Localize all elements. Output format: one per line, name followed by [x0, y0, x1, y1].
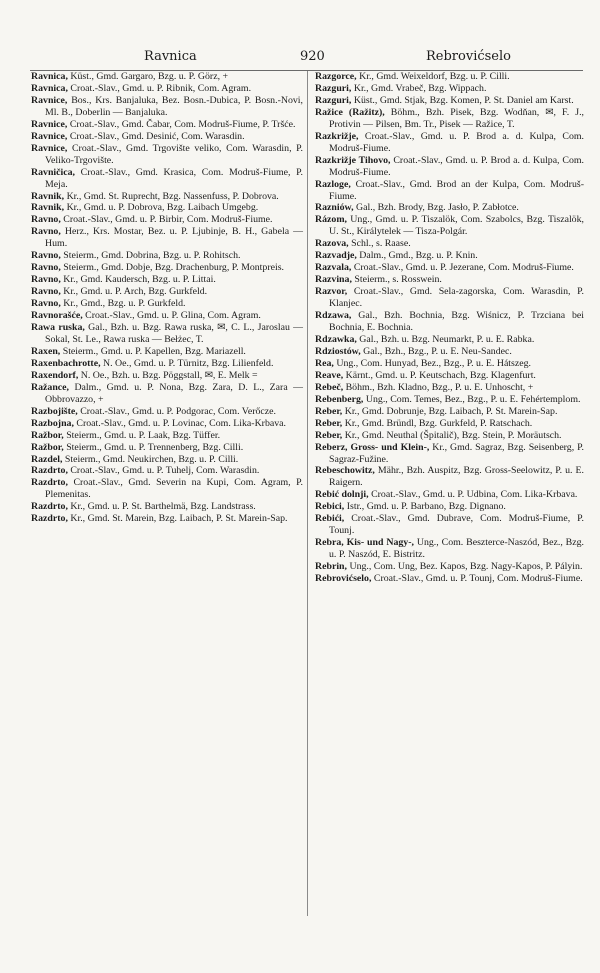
- entry-details: Kr., Gmd. Sagraz, Bzg. Seisenberg, P. Sagraz-Fužine.: [329, 441, 584, 465]
- gazetteer-entry: [315, 95, 584, 107]
- gazetteer-entry: [31, 298, 303, 310]
- gazetteer-entry: [31, 310, 303, 322]
- page-number: 920: [300, 49, 325, 64]
- place-name: Razkrižje,: [315, 130, 359, 142]
- gazetteer-entry: [315, 442, 584, 466]
- gazetteer-entry: [315, 573, 584, 585]
- place-name: Rebra, Kis- und Nagy-,: [315, 537, 414, 549]
- place-name: Reave,: [315, 369, 344, 381]
- entry-details: Kr., Gmd. u. P. Arch, Bzg. Gurkfeld.: [60, 286, 208, 298]
- entry-details: Steierm., Gmd. Neukirchen, Bzg. u. P. Cilli.: [62, 453, 239, 465]
- place-name: Ravno,: [31, 274, 61, 286]
- gazetteer-entry: [31, 131, 303, 143]
- entry-details: Croat.-Slav., Gmd. u. P. Podgorac, Com. Verőcze.: [77, 405, 276, 417]
- gazetteer-entry: [315, 358, 584, 370]
- gazetteer-entry: [31, 250, 303, 262]
- entry-details: Gal., Bzh. u. Bzg. Neumarkt, P. u. E. Rabka.: [356, 333, 535, 345]
- entry-details: Croat.-Slav., Gmd. u. P. Glina, Com. Agram.: [82, 310, 261, 322]
- place-name: Ravnice,: [31, 118, 68, 130]
- gazetteer-entry: [31, 202, 303, 214]
- entry-details: Steierm., s. Rosswein.: [351, 274, 442, 286]
- gazetteer-entry: [31, 418, 303, 430]
- gazetteer-entry: [31, 286, 303, 298]
- gazetteer-entry: [31, 71, 303, 83]
- gazetteer-entry: [31, 442, 303, 454]
- place-name: Raxenbachrotte,: [31, 357, 101, 369]
- entry-details: Kr., Gmd. Neuthal (Špitalič), Bzg. Stein, P. Moräutsch.: [342, 429, 562, 441]
- gazetteer-entry: [315, 202, 584, 214]
- entry-details: Croat.-Slav., Gmd. u. P. Ribnik, Com. Agram.: [67, 82, 252, 94]
- gazetteer-entry: [31, 465, 303, 477]
- entry-details: Dalm., Gmd. u. P. Nona, Bzg. Zara, D. L., Zara — Obbrovazzo, +: [45, 381, 303, 405]
- entry-details: Croat.-Slav., Gmd. u. P. Udbina, Com. Lika-Krbava.: [368, 489, 578, 501]
- entry-details: Croat.-Slav., Gmd. Dubrave, Com. Modruš-Fiume, P. Tounj.: [329, 513, 584, 537]
- place-name: Razbojište,: [31, 405, 78, 417]
- place-name: Rebenberg,: [315, 393, 364, 405]
- place-name: Ravno,: [31, 214, 61, 226]
- entry-details: Croat.-Slav., Gmd. Sela-zagorska, Com. Warasdin, P. Klanjec.: [329, 286, 584, 310]
- place-name: Rdziostów,: [315, 345, 361, 357]
- entry-details: Kr., Gmd. Weixeldorf, Bzg. u. P. Cilli.: [356, 71, 510, 82]
- place-name: Razvina,: [315, 274, 352, 286]
- entry-details: Kr., Gmd. St. Ruprecht, Bzg. Nassenfuss, P. Dobrova.: [64, 190, 279, 202]
- entry-details: Steierm., Gmd. u. P. Kapellen, Bzg. Mariazell.: [60, 345, 246, 357]
- entry-details: Gal., Bzh. Bochnia, Bzg. Wiśnicz, P. Trzciana bei Bochnia, E. Bochnia.: [329, 310, 584, 334]
- entry-details: Kr., Gmd., Bzg. u. P. Gurkfeld.: [60, 298, 186, 310]
- entry-details: Kr., Gmd. St. Marein, Bzg. Laibach, P. St. Marein-Sap.: [67, 513, 288, 525]
- place-name: Ravno,: [31, 226, 61, 238]
- header-right-word: Rebrovićselo: [426, 49, 511, 64]
- entry-details: Kr., Gmd. Dobrunje, Bzg. Laibach, P. St. Marein-Sap.: [342, 405, 558, 417]
- gazetteer-entry: [31, 83, 303, 95]
- place-name: Rebeschowitz,: [315, 465, 375, 477]
- gazetteer-entry: [31, 214, 303, 226]
- place-name: Reber,: [315, 429, 343, 441]
- entry-details: Croat.-Slav., Gmd. Trgovište veliko, Com. Warasdin, P. Veliko-Trgovište.: [45, 142, 303, 166]
- place-name: Rawa ruska,: [31, 322, 85, 334]
- place-name: Razkrižje Tihovo,: [315, 154, 391, 166]
- place-name: Ravnik,: [31, 190, 65, 202]
- place-name: Razguri,: [315, 94, 352, 106]
- gazetteer-entry: [31, 358, 303, 370]
- gazetteer-entry: [315, 430, 584, 442]
- entry-details: Istr., Gmd. u. P. Barbano, Bzg. Dignano.: [344, 501, 506, 513]
- place-name: Raxendorf,: [31, 369, 79, 381]
- place-name: Razova,: [315, 238, 349, 250]
- entry-details: Dalm., Gmd., Bzg. u. P. Knin.: [356, 250, 478, 262]
- place-name: Rdzawka,: [315, 333, 357, 345]
- entry-details: Steierm., Gmd. u. P. Laak, Bzg. Tüffer.: [63, 429, 221, 441]
- entry-details: Croat.-Slav., Gmd. u. P. Brod a. d. Kulpa, Com. Modruš-Fiume.: [329, 130, 584, 154]
- entry-details: Steierm., Gmd. Dobje, Bzg. Drachenburg, P. Montpreis.: [60, 262, 284, 274]
- entry-details: Steierm., Gmd. u. P. Trennenberg, Bzg. Cilli.: [63, 441, 244, 453]
- gazetteer-entry: [315, 250, 584, 262]
- gazetteer-entry: [315, 346, 584, 358]
- entry-details: Croat.-Slav., Gmd. u. P. Tuhelj, Com. Warasdin.: [67, 465, 260, 477]
- place-name: Ravnik,: [31, 202, 65, 214]
- entry-details: Bos., Krs. Banjaluka, Bez. Bosn.-Dubica, P. Bosn.-Novi, Ml. B., Doberlin — Banjaluka.: [45, 94, 303, 118]
- gazetteer-entry: [315, 238, 584, 250]
- place-name: Razbojna,: [31, 417, 74, 429]
- gazetteer-entry: [31, 95, 303, 119]
- gazetteer-entry: [315, 214, 584, 238]
- place-name: Rebeč,: [315, 381, 344, 393]
- entry-details: Croat.-Slav., Gmd. Desinić, Com. Warasdin.: [67, 130, 245, 142]
- left-column: [31, 71, 303, 525]
- gazetteer-entry: [31, 406, 303, 418]
- gazetteer-entry: [31, 370, 303, 382]
- entry-details: N. Oe., Gmd. u. P. Türnitz, Bzg. Lilienfeld.: [100, 357, 274, 369]
- entry-details: Ung., Com. Hunyad, Bez., Bzg., P. u. E. Hátszeg.: [333, 357, 531, 369]
- gazetteer-entry: [315, 274, 584, 286]
- gazetteer-entry: [315, 71, 584, 83]
- place-name: Rebrin,: [315, 561, 347, 573]
- entry-details: N. Oe., Bzh. u. Bzg. Pöggstall, ✉, E. Melk =: [78, 369, 258, 381]
- gazetteer-entry: [315, 513, 584, 537]
- entry-details: Mähr., Bzh. Auspitz, Bzg. Gross-Seelowitz, P. u. E. Raigern.: [329, 465, 584, 489]
- gazetteer-entry: [315, 155, 584, 179]
- place-name: Rázom,: [315, 214, 347, 226]
- place-name: Razdrto,: [31, 477, 68, 489]
- place-name: Reber,: [315, 405, 343, 417]
- entry-details: Ung., Com. Ung, Bez. Kapos, Bzg. Nagy-Kapos, P. Pályin.: [347, 561, 583, 573]
- header-left-word: Ravnica: [144, 49, 197, 64]
- place-name: Ražice (Ražitz),: [315, 106, 385, 118]
- place-name: Ravnice,: [31, 130, 68, 142]
- entry-details: Steierm., Gmd. Dobrina, Bzg. u. P. Rohitsch.: [60, 250, 241, 262]
- gazetteer-entry: [315, 537, 584, 561]
- entry-details: Küst., Gmd. Stjak, Bzg. Komen, P. St. Daniel am Karst.: [351, 94, 574, 106]
- gazetteer-entry: [31, 191, 303, 203]
- place-name: Ravno,: [31, 298, 61, 310]
- gazetteer-entry: [31, 119, 303, 131]
- gazetteer-entry: [31, 167, 303, 191]
- place-name: Razniów,: [315, 202, 354, 214]
- place-name: Razvor,: [315, 286, 348, 298]
- place-name: Rdzawa,: [315, 310, 352, 322]
- entry-details: Croat.-Slav., Gmd. u. P. Tounj, Com. Modruš-Fiume.: [371, 573, 583, 585]
- entry-details: Ung., Com. Beszterce-Naszód, Bez., Bzg. u. P. Naszód, E. Bistritz.: [329, 537, 584, 561]
- gazetteer-entry: [31, 513, 303, 525]
- gazetteer-entry: [315, 465, 584, 489]
- place-name: Ražbor,: [31, 441, 64, 453]
- entry-details: Schl., s. Raase.: [348, 238, 411, 250]
- entry-details: Croat.-Slav., Gmd. Čabar, Com. Modruš-Fiume, P. Tršće.: [67, 118, 296, 130]
- place-name: Ravno,: [31, 286, 61, 298]
- place-name: Ražbor,: [31, 429, 64, 441]
- gazetteer-entry: [315, 561, 584, 573]
- entry-details: Küst., Gmd. Gargaro, Bzg. u. P. Görz, +: [67, 71, 229, 82]
- place-name: Rebici,: [315, 501, 345, 513]
- place-name: Razvadje,: [315, 250, 357, 262]
- entry-details: Croat.-Slav., Gmd. u. P. Brod a. d. Kulpa, Com. Modruš-Fiume.: [329, 154, 584, 178]
- place-name: Ravno,: [31, 250, 61, 262]
- gazetteer-entry: [315, 489, 584, 501]
- entry-details: Kärnt., Gmd. u. P. Keutschach, Bzg. Klagenfurt.: [343, 369, 536, 381]
- place-name: Rebići,: [315, 513, 345, 525]
- entry-details: Kr., Gmd. u. P. St. Barthelmä, Bzg. Landstrass.: [67, 501, 256, 513]
- place-name: Rea,: [315, 357, 334, 369]
- gazetteer-entry: [315, 501, 584, 513]
- place-name: Ravno,: [31, 262, 61, 274]
- entry-details: Böhm., Bzh. Pisek, Bzg. Wodňan, ✉, F. J., Protivin — Pilsen, Bm. Tr., Pisek — Ražice, T.: [329, 106, 584, 130]
- gazetteer-entry: [315, 131, 584, 155]
- place-name: Razdrto,: [31, 501, 68, 513]
- gazetteer-entry: [31, 226, 303, 250]
- place-name: Rebrovićselo,: [315, 573, 372, 585]
- gazetteer-entry: [315, 286, 584, 310]
- place-name: Ražance,: [31, 381, 69, 393]
- entry-details: Kr., Gmd. Bründl, Bzg. Gurkfeld, P. Ratschach.: [342, 417, 533, 429]
- gazetteer-entry: [315, 334, 584, 346]
- gazetteer-entry: [31, 262, 303, 274]
- entry-details: Croat.-Slav., Gmd. u. P. Birbir, Com. Modruš-Fiume.: [60, 214, 273, 226]
- gazetteer-entry: [315, 418, 584, 430]
- place-name: Razdrto,: [31, 465, 68, 477]
- gazetteer-entry: [31, 346, 303, 358]
- gazetteer-entry: [31, 274, 303, 286]
- gazetteer-entry: [31, 430, 303, 442]
- gazetteer-entry: [315, 382, 584, 394]
- entry-details: Ung., Com. Temes, Bez., Bzg., P. u. E. Fehértemplom.: [363, 393, 581, 405]
- gazetteer-entry: [315, 406, 584, 418]
- entry-details: Herz., Krs. Mostar, Bez. u. P. Ljubinje, B. H., Gabela — Hum.: [45, 226, 303, 250]
- entry-details: Gal., Bzh., Bzg., P. u. E. Neu-Sandec.: [360, 345, 512, 357]
- place-name: Razvala,: [315, 262, 352, 274]
- gazetteer-entry: [315, 83, 584, 95]
- place-name: Ravnica,: [31, 82, 68, 94]
- gazetteer-entry: [31, 382, 303, 406]
- entry-details: Croat.-Slav., Gmd. u. P. Lovinac, Com. Lika-Krbava.: [73, 417, 286, 429]
- place-name: Reber,: [315, 417, 343, 429]
- gazetteer-entry: [31, 322, 303, 346]
- place-name: Raxen,: [31, 345, 61, 357]
- place-name: Ravnica,: [31, 71, 68, 82]
- entry-details: Gal., Bzh. Brody, Bzg. Jasło, P. Zabłotce.: [353, 202, 519, 214]
- gazetteer-entry: [31, 454, 303, 466]
- place-name: Razloge,: [315, 178, 351, 190]
- gazetteer-entry: [315, 179, 584, 203]
- gazetteer-entry: [315, 370, 584, 382]
- place-name: Ravnorašće,: [31, 310, 83, 322]
- entry-details: Ung., Gmd. u. P. Tiszalök, Com. Szabolcs, Bzg. Tiszalök, U. St., Királytelek — Tisza-Polgár.: [329, 214, 584, 238]
- place-name: Ravničica,: [31, 166, 76, 178]
- place-name: Reberz, Gross- und Klein-,: [315, 441, 430, 453]
- gazetteer-entry: [315, 394, 584, 406]
- place-name: Rebić dolnji,: [315, 489, 369, 501]
- place-name: Ravnice,: [31, 142, 68, 154]
- place-name: Razdel,: [31, 453, 63, 465]
- gazetteer-entry: [31, 477, 303, 501]
- entry-details: Kr., Gmd. Vrabeč, Bzg. Wippach.: [351, 82, 487, 94]
- column-divider: [307, 71, 308, 916]
- gazetteer-entry: [31, 143, 303, 167]
- entry-details: Croat.-Slav., Gmd. Krasica, Com. Modruš-Fiume, P. Meja.: [45, 166, 303, 190]
- place-name: Razdrto,: [31, 513, 68, 525]
- entry-details: Croat.-Slav., Gmd. Brod an der Kulpa, Com. Modruš-Fiume.: [329, 178, 584, 202]
- gazetteer-entry: [315, 262, 584, 274]
- entry-details: Gal., Bzh. u. Bzg. Rawa ruska, ✉, C. L., Jaroslau — Sokal, St. Le., Rawa ruska — Bełżec, T.: [45, 322, 303, 345]
- entry-details: Böhm., Bzh. Kladno, Bzg., P. u. E. Unhoscht, +: [343, 381, 534, 393]
- right-column: [315, 71, 584, 585]
- entry-details: Croat.-Slav., Gmd. Severin na Kupi, Com. Agram, P. Plemenitas.: [45, 477, 303, 501]
- entry-details: Kr., Gmd. Kaudersch, Bzg. u. P. Littai.: [60, 274, 216, 286]
- entry-details: Croat.-Slav., Gmd. u. P. Jezerane, Com. Modruš-Fiume.: [351, 262, 574, 274]
- place-name: Razguri,: [315, 82, 352, 94]
- gazetteer-entry: [315, 107, 584, 131]
- place-name: Ravnice,: [31, 94, 68, 106]
- gazetteer-entry: [31, 501, 303, 513]
- gazetteer-entry: [315, 310, 584, 334]
- running-header: [30, 49, 583, 67]
- place-name: Razgorce,: [315, 71, 357, 82]
- entry-details: Kr., Gmd. u. P. Dobrova, Bzg. Laibach Umgebg.: [64, 202, 259, 214]
